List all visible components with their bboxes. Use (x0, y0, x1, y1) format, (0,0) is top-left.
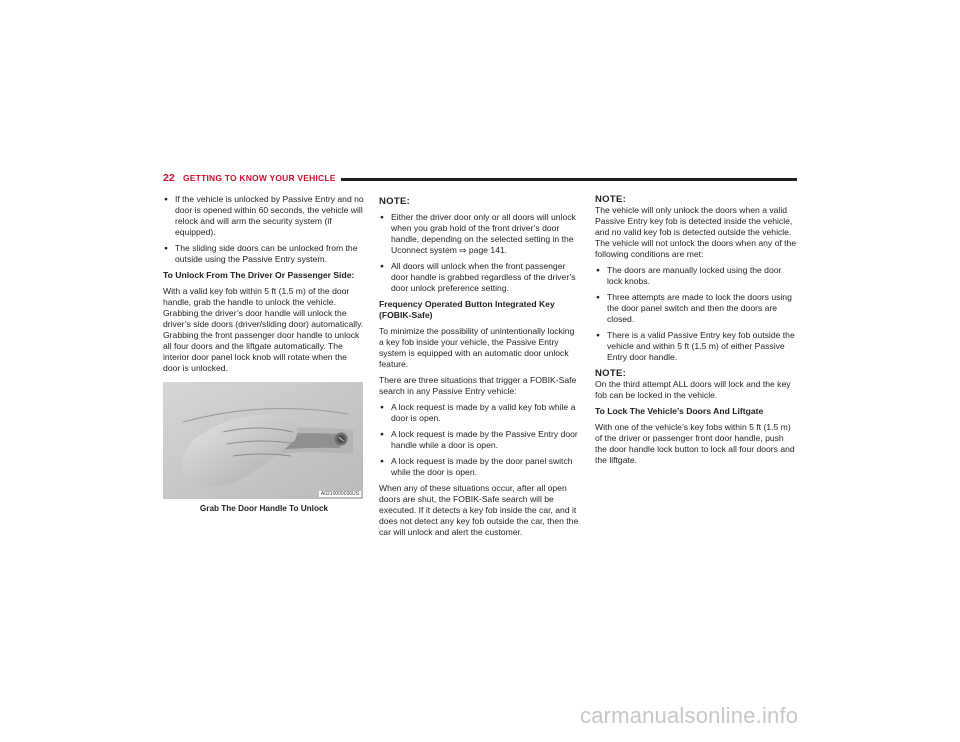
bullet-list (379, 402, 581, 478)
list-item-text: Either the driver door only or all doors will unlock when you grab hold of the front driver’s door handle, depending on the selected setting in the Uconnect system (391, 212, 576, 255)
page-reference-link[interactable]: page 141. (468, 245, 508, 255)
section-title: GETTING TO KNOW YOUR VEHICLE (183, 173, 336, 183)
list-item: ● A lock request is made by the Passive Entry door handle while a door is open. (379, 429, 581, 451)
note-label: NOTE: (595, 194, 627, 205)
note-label: NOTE: (595, 368, 627, 379)
subheading-unlock: To Unlock From The Driver Or Passenger Side: (163, 270, 355, 280)
page-reference-arrow-icon: ⇨ (459, 245, 467, 255)
list-item: ● Three attempts are made to lock the doors using the door panel switch and then the doors are closed. (595, 292, 797, 325)
header-rule (341, 178, 797, 181)
page-header (163, 172, 797, 186)
watermark: carmanualsonline.info (580, 703, 799, 728)
note-text: On the third attempt ALL doors will lock and the key fob can be locked in the vehicle. (595, 379, 791, 400)
subheading-lock: To Lock The Vehicle’s Doors And Liftgate (595, 406, 764, 416)
figure-caption: Grab The Door Handle To Unlock (199, 504, 329, 513)
list-item: ● All doors will unlock when the front passenger door handle is grabbed regardless of the driver’s door unlock preference setting. (379, 261, 581, 294)
column-3 (595, 194, 797, 471)
list-item: ● A lock request is made by the door panel switch while the door is open. (379, 456, 581, 478)
column-1 (163, 194, 365, 514)
figure-code: A0210000036US (320, 491, 359, 497)
bullet-list (163, 194, 365, 265)
door-handle-figure (163, 382, 363, 499)
note-bullet-list (379, 212, 581, 294)
subheading-fobik-safe: Frequency Operated Button Integrated Key (FOBIK-Safe) (379, 299, 555, 320)
note-text: The vehicle will only unlock the doors when a valid Passive Entry key fob is detected inside the vehicle, and no valid key fob is detected outside the vehicle. The vehicle will not unlock the doors when any of the following conditions are met: (595, 205, 797, 259)
list-item: ● The doors are manually locked using the door lock knobs. (595, 265, 797, 287)
door-handle-illustration (163, 382, 363, 499)
paragraph: When any of these situations occur, after all open doors are shut, the FOBIK-Safe search will be executed. If it detects a key fob inside the car, and it does not detect any key fob outside the car, then the car will unlock and alert the customer. (379, 483, 579, 537)
paragraph: With a valid key fob within 5 ft (1.5 m) of the door handle, grab the handle to unlock the vehicle. Grabbing the driver’s door handle will unlock the driver’s side doors (driver/sliding door) automatically. Grabbing the front passenger door handle to unlock all four doors and the liftgate automatically. The interior door panel lock knob will rotate when the door is unlocked. (163, 286, 364, 373)
column-2 (379, 194, 581, 543)
paragraph: With one of the vehicle’s key fobs within 5 ft (1.5 m) of the driver or passenger front door handle, push the door handle lock button to lock all four doors and the liftgate. (595, 422, 795, 465)
list-item: ● A lock request is made by a valid key fob while a door is open. (379, 402, 581, 424)
list-item (379, 212, 581, 256)
bullet-list (595, 265, 797, 363)
paragraph: To minimize the possibility of unintentionally locking a key fob inside your vehicle, the Passive Entry system is equipped with an automatic door unlock feature. (379, 326, 575, 369)
list-item: ● If the vehicle is unlocked by Passive Entry and no door is opened within 60 seconds, the vehicle will relock and will arm the security system (if equipped). (163, 194, 365, 238)
page-number: 22 (163, 172, 175, 184)
paragraph: There are three situations that trigger a FOBIK-Safe search in any Passive Entry vehicle: (379, 375, 577, 396)
list-item: ● The sliding side doors can be unlocked from the outside using the Passive Entry system. (163, 243, 365, 265)
list-item: ● There is a valid Passive Entry key fob outside the vehicle and within 5 ft (1.5 m) of either Passive Entry door handle. (595, 330, 797, 363)
note-label: NOTE: (379, 196, 411, 207)
